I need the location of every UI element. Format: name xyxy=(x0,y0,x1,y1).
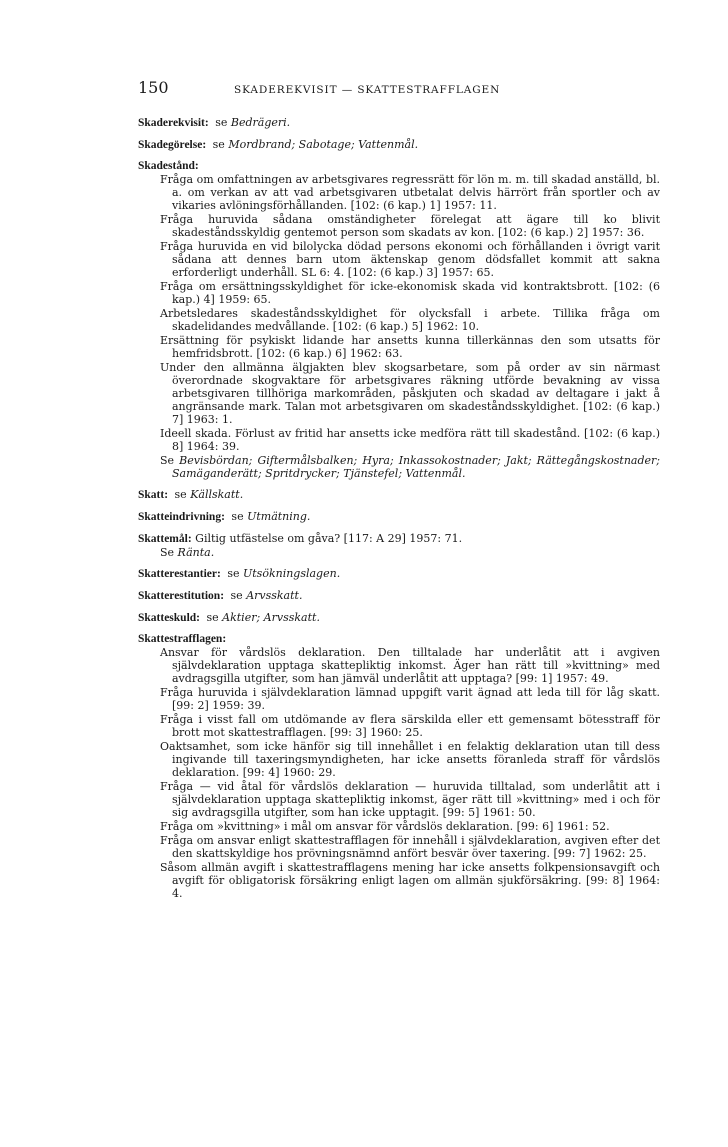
case-item: Under den allmänna älgjakten blev skogsarbetare, som på order av sin närmast överordnade skogvaktare för arbetsgivares räkning utförde bevakning av vissa arbetsgivaren tillhöriga markområden, påskjuten och skadad av deltagare i jakt å angränsande mark. Talan mot arbetsgivaren om skadeståndsskyldighet. [102: (6 kap.) 7] 1963: 1. xyxy=(160,361,660,426)
entry-term: Skattemål: xyxy=(138,533,192,545)
see-word: se xyxy=(206,611,219,624)
index-entry-skattemal xyxy=(138,532,660,559)
see-word: Se xyxy=(160,454,175,467)
case-item: Oaktsamhet, som icke hänför sig till innehållet i en felaktig deklaration utan till dess ingivande till taxeringsmyndigheten, har icke ansetts föranleda straff för vårdslös deklaration. [99: 4] 1960: 29. xyxy=(160,740,660,779)
entry-reference: Bedrägeri. xyxy=(230,116,291,129)
see-also xyxy=(160,546,660,559)
page-number: 150 xyxy=(138,78,169,97)
case-item: Fråga huruvida en vid bilolycka dödad persons ekonomi och förhållanden i övrigt varit sådana att dennes barn utom äktenskap genom dödsfallet kommit att sakna erforderligt underhåll. SL 6: 4. [102: (6 kap.) 3] 1957: 65. xyxy=(160,240,660,279)
see-also-references: Ränta. xyxy=(177,546,215,559)
entry-term: Skadegörelse: xyxy=(138,139,207,151)
entry-term: Skatterestitution: xyxy=(138,590,225,602)
index-entry-skatterestitution xyxy=(138,589,660,603)
index-entry-skatteskuld xyxy=(138,611,660,625)
entry-term: Skatt: xyxy=(138,489,169,501)
index-entry-skaderekvisit xyxy=(138,116,660,130)
index-entry-skatt xyxy=(138,488,660,502)
skattemal-line xyxy=(138,532,660,546)
entry-term: Skatteskuld: xyxy=(138,612,200,624)
entry-term: Skadestånd: xyxy=(138,160,199,172)
see-word: se xyxy=(231,510,244,523)
see-word: se xyxy=(215,116,228,129)
index-entry-skadestand xyxy=(138,160,660,480)
see-word: se xyxy=(227,567,240,580)
entry-reference: Aktier; Arvsskatt. xyxy=(222,611,320,624)
entry-term: Skatteindrivning: xyxy=(138,511,225,523)
see-word: se xyxy=(174,488,187,501)
see-word: Se xyxy=(160,546,175,559)
index-entry-skattestrafflagen xyxy=(138,633,660,900)
case-item: Fråga om ersättningsskyldighet för icke-ekonomisk skada vid kontraktsbrott. [102: (6 kap.) 4] 1959: 65. xyxy=(160,280,660,306)
see-also-references: Bevisbördan; Giftermålsbalken; Hyra; Inkassokostnader; Jakt; Rättegångskostnader; Samäganderätt; Spritdrycker; Tjänstefel; Vattenmål. xyxy=(172,454,660,480)
case-item: Fråga om omfattningen av arbetsgivares regressrätt för lön m. m. till skadad anställd, bl. a. om verkan av att vad arbetsgivaren utbetalat delvis härrört från sportler och av vikaries avlöningsförhållanden. [102: (6 kap.) 1] 1957: 11. xyxy=(160,173,660,212)
case-item: Fråga i visst fall om utdömande av flera särskilda eller ett gemensamt bötesstraff för brott mot skattestrafflagen. [99: 3] 1960: 25. xyxy=(160,713,660,739)
case-item: Giltig utfästelse om gåva? [117: A 29] 1957: 71. xyxy=(195,532,463,545)
case-item: Fråga huruvida sådana omständigheter förelegat att ägare till ko blivit skadeståndsskyldig gentemot person som skadats av kon. [102: (6 kap.) 2] 1957: 36. xyxy=(160,213,660,239)
case-item: Fråga om ansvar enligt skattestrafflagen för innehåll i självdeklaration, avgiven efter det den skattskyldige hos prövningsnämnd anfört besvär över taxering. [99: 7] 1962: 25. xyxy=(160,834,660,860)
see-also xyxy=(160,454,660,480)
case-item: Fråga huruvida i självdeklaration lämnad uppgift varit ägnad att leda till för låg skatt. [99: 2] 1959: 39. xyxy=(160,686,660,712)
entry-term: Skaderekvisit: xyxy=(138,117,209,129)
page-header xyxy=(138,78,660,104)
index-page xyxy=(138,78,660,908)
see-word: se xyxy=(212,138,225,151)
entry-reference: Utmätning. xyxy=(247,510,311,523)
case-item: Arbetsledares skadeståndsskyldighet för olycksfall i arbete. Tillika fråga om skadelidandes medvållande. [102: (6 kap.) 5] 1962: 10. xyxy=(160,307,660,333)
case-item: Såsom allmän avgift i skattestrafflagens mening har icke ansetts folkpensionsavgift och avgift för obligatorisk försäkring enligt lagen om allmän sjukförsäkring. [99: 8] 1964: 4. xyxy=(160,861,660,900)
entry-reference: Arvsskatt. xyxy=(246,589,303,602)
index-entry-skatteindrivning xyxy=(138,510,660,524)
case-item: Ersättning för psykiskt lidande har ansetts kunna tillerkännas den som utsatts för hemfridsbrott. [102: (6 kap.) 6] 1962: 63. xyxy=(160,334,660,360)
case-item: Fråga om »kvittning» i mål om ansvar för vårdslös deklaration. [99: 6] 1961: 52. xyxy=(160,820,610,833)
case-item: Fråga — vid åtal för vårdslös deklaration — huruvida tilltalad, som underlåtit att i självdeklaration upptaga skattepliktig inkomst, äger rätt till »kvittning» med i och för sig avdragsgilla utgifter, som han icke upptagit. [99: 5] 1961: 50. xyxy=(160,780,660,819)
entry-reference: Utsökningslagen. xyxy=(242,567,341,580)
index-entry-skadegorelse xyxy=(138,138,660,152)
index-entry-skatterestantier xyxy=(138,567,660,581)
see-word: se xyxy=(230,589,243,602)
case-item: Ansvar för vårdslös deklaration. Den tilltalade har underlåtit att i avgiven självdeklaration upptaga skattepliktig inkomst. Äger han rätt till »kvittning» med avdragsgilla utgifter, som han jämväl underlåtit att upptaga? [99: 1] 1957: 49. xyxy=(160,646,660,685)
running-head: SKADEREKVISIT — SKATTESTRAFFLAGEN xyxy=(234,84,501,96)
entry-term: Skattestrafflagen: xyxy=(138,633,227,645)
entry-reference: Källskatt. xyxy=(190,488,244,501)
case-item: Ideell skada. Förlust av fritid har ansetts icke medföra rätt till skadestånd. [102: (6 kap.) 8] 1964: 39. xyxy=(160,427,660,453)
entry-reference: Mordbrand; Sabotage; Vattenmål. xyxy=(228,138,419,151)
entry-term: Skatterestantier: xyxy=(138,568,221,580)
